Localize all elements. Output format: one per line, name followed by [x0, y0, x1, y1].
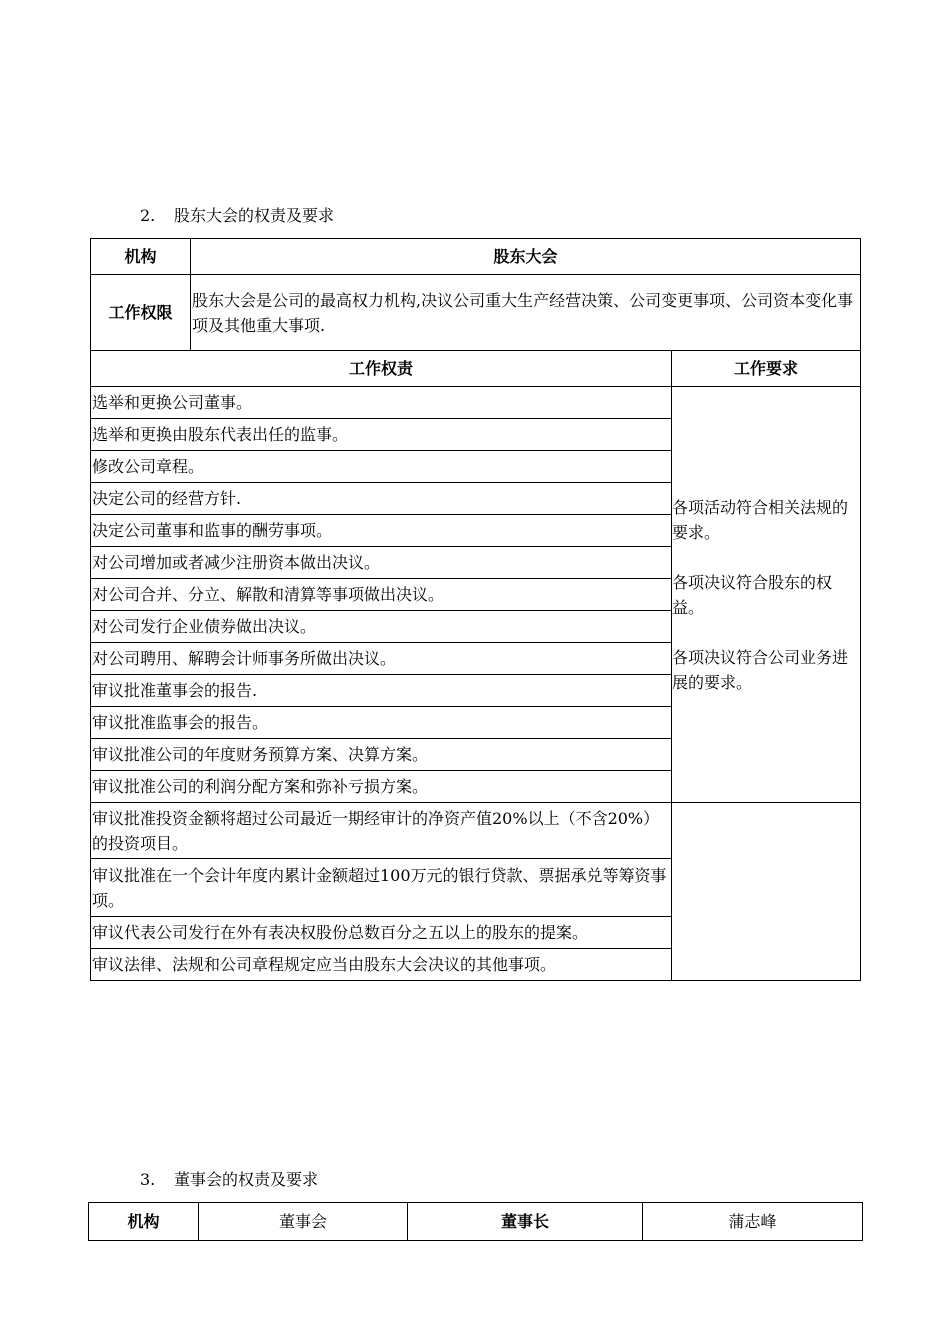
org-label: 机构: [91, 239, 191, 275]
section2-number: 2.: [140, 206, 156, 225]
duty-row: 审议批准公司的年度财务预算方案、决算方案。: [91, 739, 672, 771]
duty-row: 审议批准在一个会计年度内累计金额超过100万元的银行贷款、票据承兑等筹资事项。: [91, 859, 672, 917]
shareholders-meeting-table: [90, 238, 861, 981]
section3-title: 董事会的权责及要求: [174, 1170, 319, 1189]
authority-label: 工作权限: [91, 275, 191, 351]
requirements-cell: [672, 387, 861, 803]
duties-header: 工作权责: [91, 351, 672, 387]
section2-title: 股东大会的权责及要求: [174, 206, 335, 225]
requirement-item: 各项决议符合股东的权益。: [672, 572, 833, 617]
requirement-item: 各项决议符合公司业务进展的要求。: [672, 647, 849, 692]
duty-row: 对公司聘用、解聘会计师事务所做出决议。: [91, 643, 672, 675]
duty-row: 对公司合并、分立、解散和清算等事项做出决议。: [91, 579, 672, 611]
board-org-value: 董事会: [199, 1203, 408, 1241]
duty-row: 对公司发行企业债券做出决议。: [91, 611, 672, 643]
duty-row: 审议批准董事会的报告.: [91, 675, 672, 707]
section3-number: 3.: [140, 1170, 156, 1189]
duty-row: 审议法律、法规和公司章程规定应当由股东大会决议的其他事项。: [91, 949, 672, 981]
duty-row: 审议批准投资金额将超过公司最近一期经审计的净资产值20%以上（不含20%）的投资项目。: [91, 803, 672, 859]
duty-row: 修改公司章程。: [91, 451, 672, 483]
duty-row: 审议批准公司的利润分配方案和弥补亏损方案。: [91, 771, 672, 803]
chair-label: 董事长: [408, 1203, 643, 1241]
duty-row: 决定公司的经营方针.: [91, 483, 672, 515]
board-org-label: 机构: [89, 1203, 199, 1241]
board-table: [88, 1202, 863, 1241]
duty-row: 选举和更换公司董事。: [91, 387, 672, 419]
duty-row: 对公司增加或者减少注册资本做出决议。: [91, 547, 672, 579]
requirements-header: 工作要求: [672, 351, 861, 387]
authority-text: 股东大会是公司的最高权力机构,决议公司重大生产经营决策、公司变更事项、公司资本变化事项及其他重大事项.: [191, 275, 861, 351]
section2-heading: [140, 206, 334, 226]
requirements-empty-cell: [672, 803, 861, 981]
duty-row: 审议批准监事会的报告。: [91, 707, 672, 739]
chair-value: 蒲志峰: [643, 1203, 863, 1241]
duty-row: 决定公司董事和监事的酬劳事项。: [91, 515, 672, 547]
duty-row: 选举和更换由股东代表出任的监事。: [91, 419, 672, 451]
section3-heading: [140, 1170, 318, 1190]
org-value: 股东大会: [191, 239, 861, 275]
requirement-item: 各项活动符合相关法规的要求。: [672, 497, 849, 542]
duty-row: 审议代表公司发行在外有表决权股份总数百分之五以上的股东的提案。: [91, 917, 672, 949]
